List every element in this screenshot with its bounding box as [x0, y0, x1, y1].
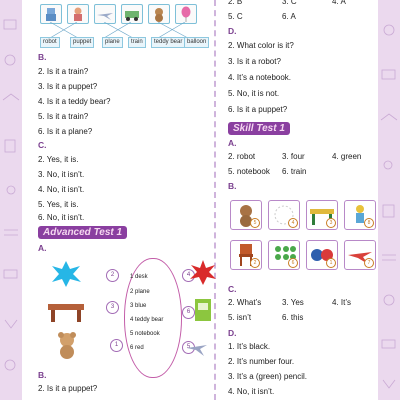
puppet-icon — [68, 5, 88, 23]
answer-cell: 4. It’s — [332, 298, 351, 307]
answer-line: 2. It’s number four. — [228, 357, 295, 366]
answer-line: 2. What color is it? — [228, 41, 294, 50]
word-label: balloon — [184, 37, 209, 48]
grid-number: 1 — [326, 258, 336, 268]
grid-picture — [344, 200, 376, 230]
column-divider — [214, 0, 216, 400]
answer-line: 3. Is it a robot? — [228, 57, 281, 66]
answer-line: 3. No, it isn’t. — [38, 170, 85, 179]
answer-cell: 6. this — [282, 313, 304, 322]
teddy-bear-picture — [52, 330, 82, 365]
grid-number: 2 — [250, 258, 260, 268]
answer-line: 4. Is it a teddy bear? — [38, 97, 111, 106]
answer-line: 2. Is it a train? — [38, 67, 89, 76]
answer-line: 6. Is it a puppet? — [228, 105, 288, 114]
grid-picture — [268, 200, 300, 230]
answer-cell: 5. C — [228, 12, 243, 21]
grid-number: 8 — [364, 218, 374, 228]
robot-icon — [41, 5, 61, 23]
oval-item: 1 desk — [130, 274, 148, 280]
grid-picture — [344, 240, 376, 270]
grid-picture — [268, 240, 300, 270]
doodle-pattern-icon — [0, 0, 22, 400]
answer-cell: 2. B — [228, 0, 243, 6]
section-c-label: C. — [38, 140, 47, 150]
grid-picture — [230, 200, 262, 230]
oval-item: 4 teddy bear — [130, 317, 164, 323]
train-icon — [122, 5, 142, 23]
balloon-icon — [176, 5, 196, 23]
oval-item: 2 plane — [130, 289, 150, 295]
advanced-test-heading: Advanced Test 1 — [38, 226, 127, 239]
grid-number: 3 — [326, 218, 336, 228]
answer-cell: 3. four — [282, 152, 305, 161]
answer-cell: 2. robot — [228, 152, 256, 161]
answer-line: 2. Yes, it is. — [38, 155, 79, 164]
number-badge: 4 — [182, 269, 195, 282]
answer-line: 5. No, it is not. — [228, 89, 280, 98]
teddy-bear-icon — [52, 330, 82, 360]
section-a-label: A. — [38, 243, 47, 253]
notebook-icon — [194, 298, 212, 322]
number-badge: 3 — [106, 301, 119, 314]
answer-line: 1. It’s black. — [228, 342, 271, 351]
section-b-label: B. — [38, 52, 47, 62]
answer-cell: 5. isn’t — [228, 313, 252, 322]
answer-cell: 4. green — [332, 152, 362, 161]
plane-icon — [95, 5, 115, 23]
answer-cell: 5. notebook — [228, 167, 270, 176]
oval-item: 6 red — [130, 345, 144, 351]
paint-splash-icon — [48, 258, 84, 288]
word-label: puppet — [70, 37, 94, 48]
section-d-label: D. — [228, 328, 237, 338]
grid-number: 6 — [288, 258, 298, 268]
answer-line: 3. Is it a puppet? — [38, 82, 98, 91]
answer-line: 5. Is it a train? — [38, 112, 89, 121]
teddy-bear-icon — [149, 5, 169, 23]
answer-line: 4. No, it isn’t. — [228, 387, 275, 396]
answer-line: 6. Is it a plane? — [38, 127, 93, 136]
answer-line: 2. Is it a puppet? — [38, 384, 98, 393]
answer-cell: 6. train — [282, 167, 307, 176]
answer-line: 4. No, it isn’t. — [38, 185, 85, 194]
paint-splash-icon — [188, 258, 218, 288]
answer-cell: 4. A — [332, 0, 346, 6]
number-badge: 5 — [182, 341, 195, 354]
number-badge: 1 — [110, 339, 123, 352]
balloon-picture — [175, 4, 197, 24]
section-d-label: D. — [228, 26, 237, 36]
answer-line: 5. Yes, it is. — [38, 200, 79, 209]
word-label: train — [128, 37, 146, 48]
plane-icon — [186, 336, 208, 358]
answer-cell: 3. C — [282, 0, 297, 6]
picture-match-row — [38, 2, 208, 34]
robot-picture — [40, 4, 62, 24]
desk-picture — [46, 298, 86, 329]
section-b-label: B. — [228, 181, 237, 191]
match-lines-icon — [38, 22, 208, 38]
answer-cell: 2. What’s — [228, 298, 262, 307]
desk-icon — [46, 298, 86, 324]
teddy-bear-picture — [148, 4, 170, 24]
grid-number: 4 — [288, 218, 298, 228]
section-b-label: B. — [38, 370, 47, 380]
answer-line: 4. It’s a notebook. — [228, 73, 292, 82]
word-label: teddy bear — [151, 37, 185, 48]
blue-splash-picture — [48, 258, 84, 293]
word-label: robot — [40, 37, 60, 48]
notebook-picture — [194, 298, 212, 327]
grid-number: 5 — [250, 218, 260, 228]
plane-picture — [186, 336, 208, 363]
answer-line: 6. No, it isn’t. — [38, 213, 85, 222]
left-decor-strip — [0, 0, 22, 400]
red-splash-picture — [188, 258, 218, 293]
number-badge: 2 — [106, 269, 119, 282]
number-badge: 6 — [182, 306, 195, 319]
grid-picture — [306, 240, 338, 270]
answer-cell: 6. A — [282, 12, 296, 21]
doodle-pattern-icon — [378, 0, 400, 400]
section-c-label: C. — [228, 284, 237, 294]
section-a-label: A. — [228, 138, 237, 148]
train-picture — [121, 4, 143, 24]
oval-item: 3 blue — [130, 303, 147, 309]
grid-picture — [230, 240, 262, 270]
grid-number: 7 — [364, 258, 374, 268]
puppet-picture — [67, 4, 89, 24]
answer-key-page — [22, 0, 378, 400]
answer-line: 3. It’s a (green) pencil. — [228, 372, 308, 381]
right-decor-strip — [378, 0, 400, 400]
plane-picture — [94, 4, 116, 24]
answer-cell: 3. Yes — [282, 298, 304, 307]
grid-picture — [306, 200, 338, 230]
word-label: plane — [102, 37, 123, 48]
oval-item: 5 notebook — [130, 331, 160, 337]
skill-test-heading: Skill Test 1 — [228, 122, 290, 135]
